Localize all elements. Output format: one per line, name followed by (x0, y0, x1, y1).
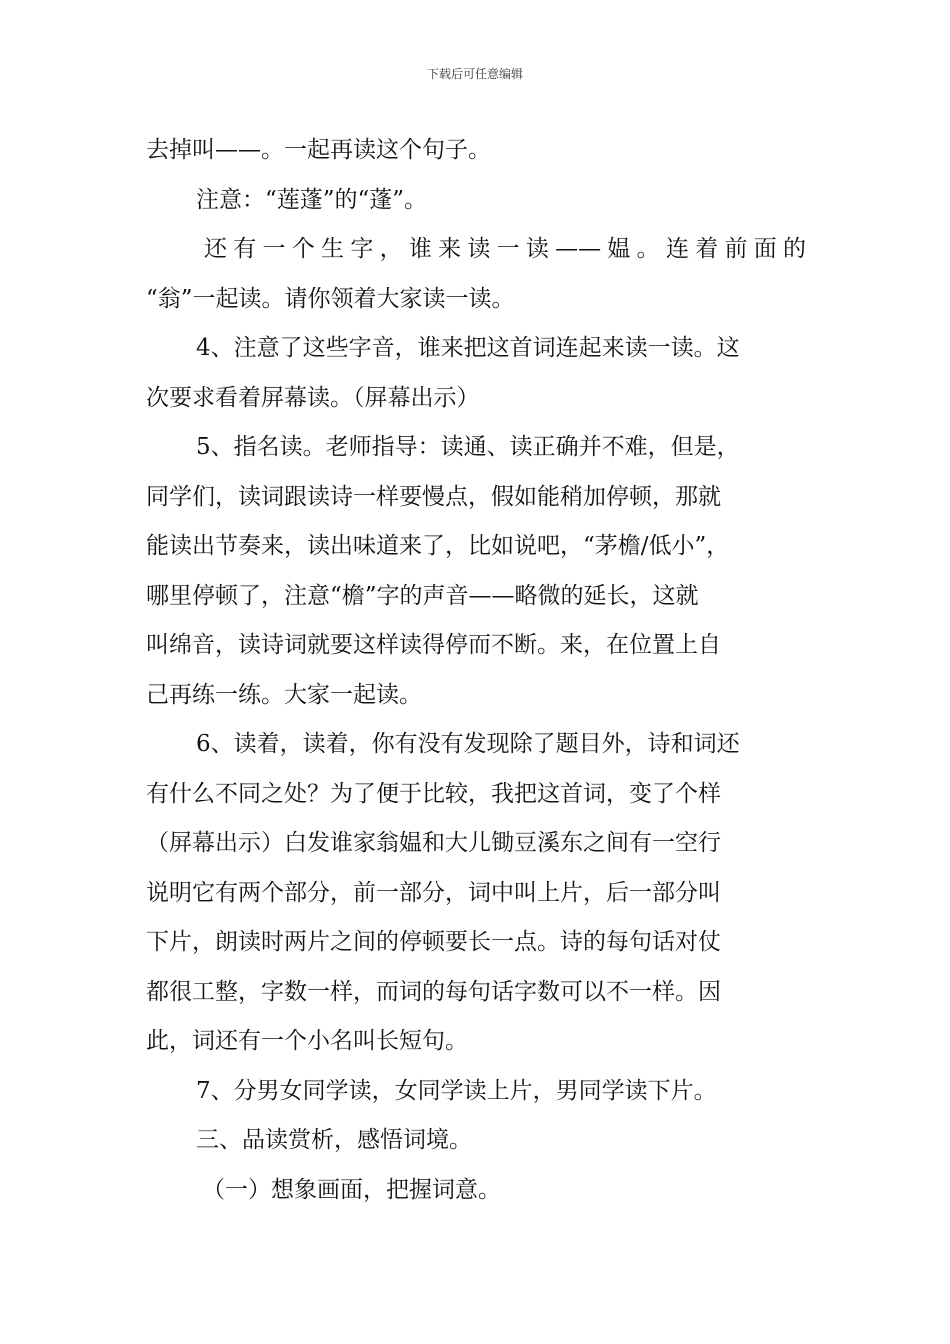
text-line: 去掉叫——。一起再读这个句子。 (146, 137, 491, 163)
text-line: （屏幕出示）白发谁家翁媪和大儿锄豆溪东之间有一空行 (146, 830, 721, 856)
page-header: 下载后可任意编辑 (426, 67, 523, 81)
text-line: 注意：“莲蓬”的“蓬”。 (196, 186, 428, 213)
text-line: 三、品读赏析，感悟词境。 (196, 1127, 472, 1153)
document-body (146, 126, 806, 1215)
text-line: 能读出节奏来，读出味道来了，比如说吧，“茅檐/低小”， (146, 533, 730, 559)
text-line: 叫绵音，读诗词就要这样读得停而不断。来，在位置上自 (146, 632, 721, 658)
text-line: 下片，朗读时两片之间的停顿要长一点。诗的每句话对仗 (146, 929, 721, 955)
text-line: 有什么不同之处？为了便于比较，我把这首词，变了个样 (146, 780, 721, 807)
text-line: 哪里停顿了，注意“檐”字的声音——略微的延长，这就 (146, 582, 699, 609)
text-line: 还有一个生字，谁来读一读——媪。连着前面的 (204, 236, 806, 262)
text-line: 己再练一练。大家一起读。 (146, 681, 422, 708)
text-line: 都很工整，字数一样，而词的每句话字数可以不一样。因 (146, 978, 721, 1005)
text-line: 此，词还有一个小名叫长短句。 (146, 1028, 468, 1054)
text-line: 6、读着，读着，你有没有发现除了题目外，诗和词还 (196, 731, 740, 757)
text-line: “翁”一起读。请你领着大家读一读。 (146, 285, 515, 312)
text-line: 次要求看着屏幕读。（屏幕出示） (146, 384, 480, 411)
text-line: （一）想象画面，把握词意。 (202, 1176, 501, 1203)
text-line: 同学们，读词跟读诗一样要慢点，假如能稍加停顿，那就 (146, 483, 721, 510)
text-line: 4、注意了这些字音，谁来把这首词连起来读一读。这 (196, 335, 740, 361)
text-line: 说明它有两个部分，前一部分，词中叫上片，后一部分叫 (146, 879, 721, 906)
text-line: 5、指名读。老师指导：读通、读正确并不难，但是， (196, 434, 740, 460)
text-line: 7、分男女同学读，女同学读上片，男同学读下片。 (196, 1077, 717, 1104)
